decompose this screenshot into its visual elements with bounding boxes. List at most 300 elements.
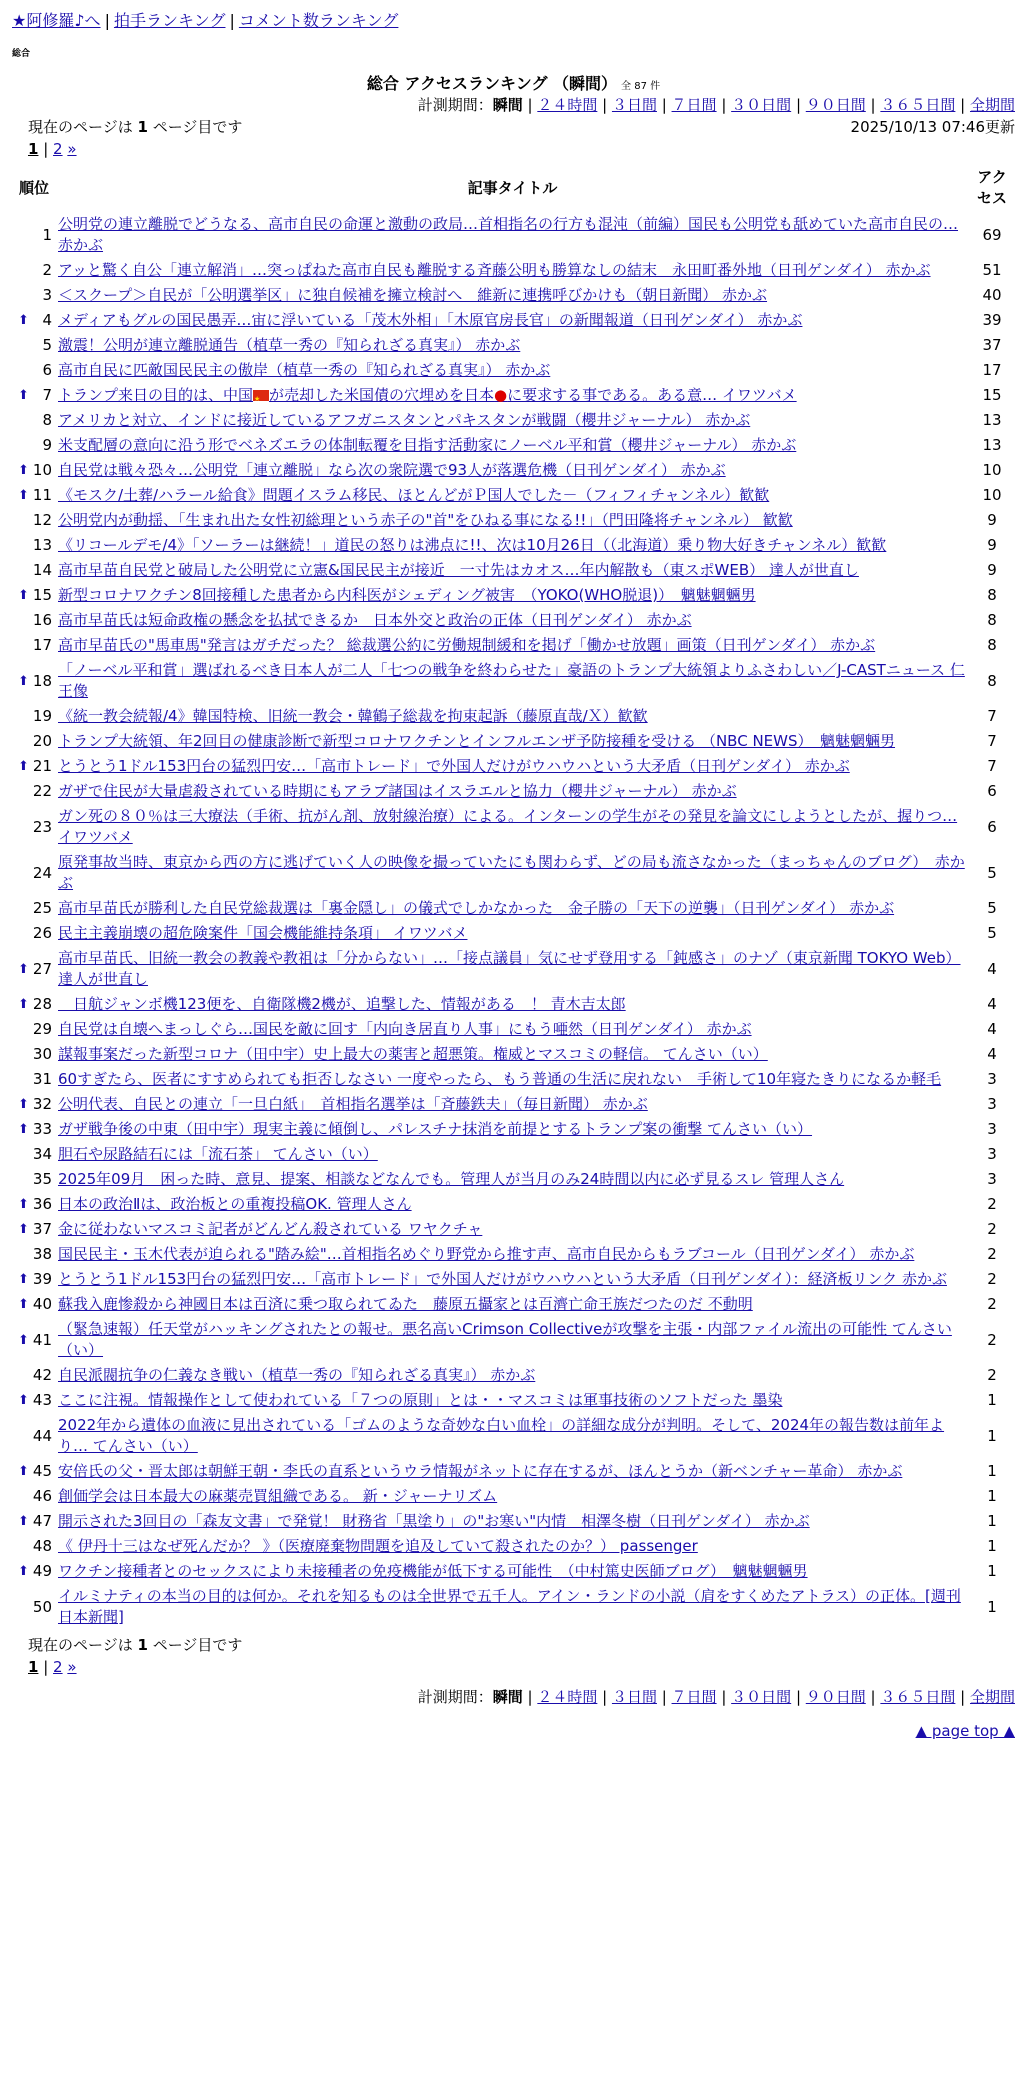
period-option-6[interactable]: 全期間 bbox=[969, 96, 1015, 114]
access-count: 8 bbox=[987, 636, 997, 654]
title-cell bbox=[56, 583, 969, 608]
rank-number: 15 bbox=[32, 586, 52, 604]
period-option-1[interactable]: ３日間 bbox=[611, 1688, 657, 1706]
rank-cell bbox=[12, 779, 56, 804]
access-count: 7 bbox=[987, 707, 997, 725]
rank-number: 32 bbox=[32, 1095, 52, 1113]
rank-up-arrow-icon: ⬆ bbox=[18, 997, 29, 1012]
rank-number: 7 bbox=[42, 386, 52, 404]
period-option-6[interactable]: 全期間 bbox=[969, 1688, 1015, 1706]
title-cell bbox=[56, 1584, 969, 1630]
access-count: 5 bbox=[987, 899, 997, 917]
access-count: 2 bbox=[987, 1220, 997, 1238]
access-count: 3 bbox=[987, 1145, 997, 1163]
article-link[interactable]: 高市早苗自民党と破局した公明党に立憲&国民民主が接近 一寸先はカオス…年内解散も（東スポWEB） 達人が世直し bbox=[58, 561, 859, 579]
access-count: 3 bbox=[987, 1070, 997, 1088]
access-count: 9 bbox=[987, 536, 997, 554]
ranking-table bbox=[12, 162, 1015, 1630]
rank-number: 10 bbox=[32, 461, 52, 479]
title-header: 記事タイトル bbox=[467, 178, 558, 197]
rank-cell bbox=[12, 1584, 56, 1630]
title-cell bbox=[56, 1267, 969, 1292]
rank-number: 14 bbox=[32, 561, 52, 579]
access-count: 1 bbox=[987, 1537, 997, 1555]
access-count: 8 bbox=[987, 586, 997, 604]
table-row bbox=[12, 1413, 1015, 1459]
title-cell bbox=[56, 1484, 969, 1509]
title-cell bbox=[56, 1217, 969, 1242]
table-row bbox=[12, 1167, 1015, 1192]
rank-cell bbox=[12, 704, 56, 729]
rank-number: 18 bbox=[32, 671, 52, 690]
rank-number: 34 bbox=[32, 1145, 52, 1163]
article-link[interactable]: 胆石や尿路結石には「流石茶」 てんさい（い） bbox=[58, 1145, 378, 1163]
table-row bbox=[12, 754, 1015, 779]
title-cell bbox=[56, 658, 969, 704]
access-count: 6 bbox=[987, 782, 997, 800]
rank-up-arrow-icon: ⬆ bbox=[18, 1097, 29, 1112]
article-link[interactable]: 高市早苗氏の"馬車馬"発言はガチだった？ 総裁選公約に労働規制緩和を掲げ「働かせ放題」画策（日刊ゲンダイ） 赤かぶ bbox=[58, 636, 876, 654]
title-cell bbox=[56, 558, 969, 583]
rank-cell bbox=[12, 1317, 56, 1363]
rank-cell bbox=[12, 1559, 56, 1584]
rank-number: 39 bbox=[32, 1270, 52, 1288]
rank-cell bbox=[12, 729, 56, 754]
article-link[interactable]: 《リコールデモ/4》「ソーラーは継続！」道民の怒りは沸点に!!、次は10月26日（（北海道）乗り物大好きチャンネル）歓歓 bbox=[58, 536, 887, 554]
article-link[interactable]: とうとう1ドル153円台の猛烈円安…「高市トレード」で外国人だけがウハウハという大矛盾（日刊ゲンダイ）：経済板リンク 赤かぶ bbox=[58, 1270, 947, 1288]
article-link[interactable]: ガザで住民が大量虐殺されている時期にもアラブ諸国はイスラエルと協力（櫻井ジャーナル） 赤かぶ bbox=[58, 782, 737, 800]
table-row bbox=[12, 212, 1015, 258]
access-count: 3 bbox=[987, 1170, 997, 1188]
rank-cell bbox=[12, 1192, 56, 1217]
article-link[interactable]: 謀報事案だった新型コロナ（田中宇）史上最大の薬害と超悪策。権威とマスコミの軽信。 てんさい（い） bbox=[58, 1045, 768, 1063]
title-cell bbox=[56, 1363, 969, 1388]
pager-page-2[interactable]: 2 bbox=[53, 1658, 63, 1676]
rank-number: 33 bbox=[32, 1120, 52, 1138]
title-cell bbox=[56, 1459, 969, 1484]
rank-cell bbox=[12, 850, 56, 896]
table-row bbox=[12, 433, 1015, 458]
separator: | bbox=[229, 11, 235, 30]
table-row bbox=[12, 333, 1015, 358]
rank-number: 35 bbox=[32, 1170, 52, 1188]
rank-up-arrow-icon: ⬆ bbox=[18, 1464, 29, 1479]
rank-up-arrow-icon: ⬆ bbox=[18, 463, 29, 478]
rank-cell bbox=[12, 1484, 56, 1509]
rank-cell bbox=[12, 1067, 56, 1092]
title-cell bbox=[56, 946, 969, 992]
rank-number: 26 bbox=[32, 924, 52, 942]
period-option-0[interactable]: ２４時間 bbox=[537, 1688, 598, 1706]
access-count: 3 bbox=[987, 1095, 997, 1113]
table-row bbox=[12, 283, 1015, 308]
period-label: 計測期間： bbox=[417, 96, 493, 114]
period-option-3[interactable]: ３０日間 bbox=[731, 96, 792, 114]
article-link[interactable]: 高市早苗氏が勝利した自民党総裁選は「裏金隠し」の儀式でしかなかった 金子勝の「天下の逆襲」（日刊ゲンダイ） 赤かぶ bbox=[58, 899, 895, 917]
title-cell bbox=[56, 1117, 969, 1142]
title-cell bbox=[56, 633, 969, 658]
table-row bbox=[12, 1292, 1015, 1317]
title-cell bbox=[56, 1317, 969, 1363]
article-link[interactable]: アメリカと対立、インドに接近しているアフガニスタンとパキスタンが戦闘（櫻井ジャーナル） 赤かぶ bbox=[58, 411, 751, 429]
table-row bbox=[12, 1459, 1015, 1484]
rank-cell bbox=[12, 992, 56, 1017]
article-link[interactable]: 日本の政治Ⅱは、政治板との重複投稿OK. 管理人さん bbox=[58, 1195, 412, 1213]
rank-cell bbox=[12, 1242, 56, 1267]
table-row bbox=[12, 1192, 1015, 1217]
article-link[interactable]: 自民党は戦々恐々…公明党「連立離脱」なら次の衆院選で93人が落選危機（日刊ゲンダイ） 赤かぶ bbox=[58, 461, 726, 479]
article-link[interactable]: 2022年から遺体の血液に見出されている「ゴムのような奇妙な白い血栓」の詳細な成分が判明。そして、2024年の報告数は前年より… てんさい（い） bbox=[58, 1416, 945, 1455]
title-cell bbox=[56, 333, 969, 358]
table-row bbox=[12, 1584, 1015, 1630]
rank-cell bbox=[12, 433, 56, 458]
table-row bbox=[12, 458, 1015, 483]
access-count: 2 bbox=[987, 1330, 997, 1349]
rank-number: 42 bbox=[32, 1366, 52, 1384]
table-row bbox=[12, 850, 1015, 896]
article-link[interactable]: 国民民主・玉木代表が迫られる"踏み絵"…首相指名めぐり野党から推す声、高市自民からもラブコール（日刊ゲンダイ） 赤かぶ bbox=[58, 1245, 915, 1263]
table-row bbox=[12, 1042, 1015, 1067]
article-link[interactable]: 開示された3回目の「森友文書」で発覚！ 財務省「黒塗り」の"お寒い"内情 相澤冬樹（日刊ゲンダイ） 赤かぶ bbox=[58, 1512, 810, 1530]
article-link[interactable]: （緊急速報）任天堂がハッキングされたとの報せ。悪名高いCrimson Collectiveが攻撃を主張・内部ファイル流出の可能性 てんさい（い） bbox=[58, 1320, 952, 1359]
title-cell bbox=[56, 1017, 969, 1042]
period-current: 瞬間 bbox=[492, 1688, 523, 1706]
rank-cell bbox=[12, 308, 56, 333]
table-header-row bbox=[12, 162, 1015, 212]
table-row bbox=[12, 729, 1015, 754]
total-count: 全 87 件 bbox=[621, 81, 661, 92]
rank-number: 48 bbox=[32, 1537, 52, 1555]
access-count: 4 bbox=[987, 959, 997, 978]
rank-up-arrow-icon: ⬆ bbox=[18, 1222, 29, 1237]
rank-number: 24 bbox=[32, 863, 52, 882]
period-option-5[interactable]: ３６５日間 bbox=[880, 96, 956, 114]
access-count: 2 bbox=[987, 1195, 997, 1213]
table-row bbox=[12, 633, 1015, 658]
article-link[interactable]: トランプ大統領、年2回目の健康診断で新型コロナワクチンとインフルエンザ予防接種を受ける （NBC NEWS） 魑魅魍魎男 bbox=[58, 732, 896, 750]
article-link[interactable]: 《 伊丹十三はなぜ死んだか？ 》（医療廃棄物問題を追及していて殺されたのか？） passenger bbox=[58, 1537, 698, 1555]
access-count: 4 bbox=[987, 1020, 997, 1038]
title-cell bbox=[56, 283, 969, 308]
rank-up-arrow-icon: ⬆ bbox=[18, 961, 29, 977]
article-link[interactable]: 米支配層の意向に沿う形でベネズエラの体制転覆を目指す活動家にノーベル平和賞（櫻井ジャーナル） 赤かぶ bbox=[58, 436, 797, 454]
pager-next[interactable]: » bbox=[67, 140, 77, 158]
title-cell bbox=[56, 779, 969, 804]
rank-cell bbox=[12, 458, 56, 483]
pager-current: 1 bbox=[28, 1658, 39, 1676]
pager-page-2[interactable]: 2 bbox=[53, 140, 63, 158]
top-links bbox=[12, 8, 1015, 34]
title-cell bbox=[56, 408, 969, 433]
updated-time: 2025/10/13 07:46更新 bbox=[850, 118, 1015, 136]
rank-up-arrow-icon: ⬆ bbox=[18, 1272, 29, 1287]
article-link[interactable]: 「ノーベル平和賞」選ばれるべき日本人が二人「七つの戦争を終わらせた」豪語のトランプ大統領よりふさわしい／J-CASTニュース 仁王像 bbox=[58, 661, 965, 700]
table-row bbox=[12, 408, 1015, 433]
title-cell bbox=[56, 1534, 969, 1559]
access-count: 10 bbox=[982, 486, 1002, 504]
access-count: 40 bbox=[982, 286, 1002, 304]
applause-ranking-link[interactable]: 拍手ランキング bbox=[113, 11, 226, 30]
rank-number: 36 bbox=[32, 1195, 52, 1213]
china-flag-icon bbox=[253, 390, 269, 401]
rank-number: 16 bbox=[32, 611, 52, 629]
table-row bbox=[12, 308, 1015, 333]
title-cell bbox=[56, 258, 969, 283]
title-cell bbox=[56, 212, 969, 258]
access-count: 13 bbox=[982, 436, 1002, 454]
title-cell bbox=[56, 533, 969, 558]
rank-up-arrow-icon: ⬆ bbox=[18, 673, 29, 689]
pager: 1 | 2 » bbox=[28, 140, 77, 158]
period-option-0[interactable]: ２４時間 bbox=[537, 96, 598, 114]
access-count: 51 bbox=[982, 261, 1002, 279]
article-link[interactable]: 60すぎたら、医者にすすめられても拒否しなさい 一度やったら、もう普通の生活に戻れない 手術して10年寝たきりになるか軽毛 bbox=[58, 1070, 942, 1088]
home-link[interactable]: ★阿修羅♪へ bbox=[12, 11, 101, 30]
rank-number: 50 bbox=[32, 1597, 52, 1616]
title-cell bbox=[56, 483, 969, 508]
rank-number: 19 bbox=[32, 707, 52, 725]
article-link[interactable]: 新型コロナワクチン8回接種した患者から内科医がシェディング被害 （YOKO(WHO脱退)） 魑魅魍魎男 bbox=[58, 586, 756, 604]
rank-cell bbox=[12, 633, 56, 658]
article-link[interactable]: メディアもグルの国民愚弄…宙に浮いている「茂木外相」「木原官房長官」の新聞報道（日刊ゲンダイ） 赤かぶ bbox=[58, 311, 803, 329]
table-row bbox=[12, 804, 1015, 850]
access-count: 1 bbox=[987, 1391, 997, 1409]
access-count: 9 bbox=[987, 511, 997, 529]
access-count: 1 bbox=[987, 1426, 997, 1445]
title-cell bbox=[56, 729, 969, 754]
page-title-row bbox=[12, 71, 1015, 94]
rank-cell bbox=[12, 1534, 56, 1559]
rank-number: 29 bbox=[32, 1020, 52, 1038]
title-cell bbox=[56, 1388, 969, 1413]
rank-up-arrow-icon: ⬆ bbox=[18, 1332, 29, 1348]
access-count: 69 bbox=[982, 225, 1002, 244]
article-link[interactable]: イルミナティの本当の目的は何か。それを知るものは全世界で五千人。アイン・ランドの小説（肩をすくめたアトラス）の正体。[週刊日本新聞] bbox=[58, 1587, 961, 1626]
article-link[interactable]: 高市自民に匹敵国民民主の傲岸（植草一秀の『知られざる真実』） 赤かぶ bbox=[58, 361, 551, 379]
rank-cell bbox=[12, 754, 56, 779]
rank-number: 4 bbox=[42, 311, 52, 329]
access-count: 1 bbox=[987, 1597, 997, 1616]
rank-cell bbox=[12, 1459, 56, 1484]
page-title: 総合 アクセスランキング （瞬間） bbox=[366, 74, 618, 93]
rank-cell bbox=[12, 1363, 56, 1388]
rank-cell bbox=[12, 1117, 56, 1142]
rank-cell bbox=[12, 946, 56, 992]
table-row bbox=[12, 1092, 1015, 1117]
article-link[interactable]: ガザ戦争後の中東（田中宇）現実主義に傾倒し、パレスチナ抹消を前提とするトランプ案の衝撃 てんさい（い） bbox=[58, 1120, 813, 1138]
article-link[interactable]: 原発事故当時、東京から西の方に逃げていく人の映像を撮っていたにも関わらず、どの局も流さなかった（まっちゃんのブログ） 赤かぶ bbox=[58, 853, 965, 892]
rank-cell bbox=[12, 358, 56, 383]
rank-cell bbox=[12, 408, 56, 433]
period-option-5[interactable]: ３６５日間 bbox=[880, 1688, 956, 1706]
rank-cell bbox=[12, 658, 56, 704]
access-count: 5 bbox=[987, 924, 997, 942]
table-row bbox=[12, 779, 1015, 804]
access-count: 7 bbox=[987, 732, 997, 750]
period-option-2[interactable]: ７日間 bbox=[671, 96, 717, 114]
period-option-2[interactable]: ７日間 bbox=[671, 1688, 717, 1706]
comment-ranking-link[interactable]: コメント数ランキング bbox=[238, 11, 399, 30]
rank-cell bbox=[12, 283, 56, 308]
period-option-4[interactable]: ９０日間 bbox=[805, 96, 866, 114]
rank-number: 3 bbox=[42, 286, 52, 304]
rank-up-arrow-icon: ⬆ bbox=[18, 588, 29, 603]
article-link[interactable]: 高市早苗氏は短命政権の懸念を払拭できるか 日本外交と政治の正体（日刊ゲンダイ） 赤かぶ bbox=[58, 611, 692, 629]
section-label: 総合 bbox=[12, 49, 31, 59]
access-count: 3 bbox=[987, 1120, 997, 1138]
access-count: 15 bbox=[982, 386, 1002, 404]
rank-number: 8 bbox=[42, 411, 52, 429]
title-cell bbox=[56, 508, 969, 533]
article-link[interactable]: ＜スクープ＞自民が「公明選挙区」に独自候補を擁立検討へ 維新に連携呼びかけも（朝日新聞） 赤かぶ bbox=[58, 286, 768, 304]
article-link[interactable]: 公明代表、自民との連立「一旦白紙」 首相指名選挙は「斉藤鉄夫」（毎日新聞） 赤かぶ bbox=[58, 1095, 648, 1113]
title-cell bbox=[56, 1292, 969, 1317]
japan-flag-icon: ● bbox=[494, 386, 508, 404]
access-count: 2 bbox=[987, 1366, 997, 1384]
rank-number: 30 bbox=[32, 1045, 52, 1063]
title-cell bbox=[56, 458, 969, 483]
article-link[interactable]: 《統一教会続報/4》韓国特検、旧統一教会・韓鶴子総裁を拘束起訴（藤原直哉/Ｘ）歓歓 bbox=[58, 707, 648, 725]
rank-header: 順位 bbox=[18, 178, 49, 197]
title-cell bbox=[56, 1042, 969, 1067]
title-cell bbox=[56, 1559, 969, 1584]
table-row bbox=[12, 583, 1015, 608]
rank-number: 27 bbox=[32, 959, 52, 978]
rank-up-arrow-icon: ⬆ bbox=[18, 1393, 29, 1408]
rank-cell bbox=[12, 1509, 56, 1534]
article-link[interactable]: ここに注視。情報操作として使われている「７つの原則」とは・・マスコミは軍事技術のソフトだった 墨染 bbox=[58, 1391, 783, 1409]
rank-number: 31 bbox=[32, 1070, 52, 1088]
table-row bbox=[12, 483, 1015, 508]
rank-up-arrow-icon: ⬆ bbox=[18, 759, 29, 774]
access-count: 2 bbox=[987, 1295, 997, 1313]
article-link[interactable]: 安倍氏の父・晋太郎は朝鮮王朝・李氏の直系というウラ情報がネットに存在するが、ほんとうか（新ベンチャー革命） 赤かぶ bbox=[58, 1462, 903, 1480]
article-link[interactable]: 創価学会は日本最大の麻薬売買組織である。 新・ジャーナリズム bbox=[58, 1487, 498, 1505]
rank-cell bbox=[12, 383, 56, 408]
rank-number: 6 bbox=[42, 361, 52, 379]
article-link[interactable]: アッと驚く自公「連立解消」…突っぱねた高市自民も離脱する斉藤公明も勝算なしの結末 永田町番外地（日刊ゲンダイ） 赤かぶ bbox=[58, 261, 931, 279]
period-current: 瞬間 bbox=[492, 96, 523, 114]
access-count: 5 bbox=[987, 863, 997, 882]
rank-number: 25 bbox=[32, 899, 52, 917]
pager-next[interactable]: » bbox=[67, 1658, 77, 1676]
rank-number: 13 bbox=[32, 536, 52, 554]
table-row bbox=[12, 1017, 1015, 1042]
title-cell bbox=[56, 1509, 969, 1534]
article-link[interactable]: 日航ジャンボ機123便を、自衛隊機2機が、追撃した、情報がある ！ 青木吉太郎 bbox=[58, 995, 626, 1013]
table-row bbox=[12, 1509, 1015, 1534]
rank-number: 9 bbox=[42, 436, 52, 454]
rank-cell bbox=[12, 804, 56, 850]
access-count: 1 bbox=[987, 1487, 997, 1505]
title-cell bbox=[56, 1142, 969, 1167]
article-link[interactable]: 金に従わないマスコミ記者がどんどん殺されている ワヤクチャ bbox=[58, 1220, 483, 1238]
access-count: 7 bbox=[987, 757, 997, 775]
title-cell bbox=[56, 850, 969, 896]
article-link[interactable]: ガン死の８０％は三大療法（手術、抗がん剤、放射線治療）による。インターンの学生がその発見を論文にしようとしたが、握りつ… イワツバメ bbox=[58, 807, 958, 846]
rank-up-arrow-icon: ⬆ bbox=[18, 1297, 29, 1312]
table-row bbox=[12, 1363, 1015, 1388]
rank-number: 5 bbox=[42, 336, 52, 354]
table-row bbox=[12, 1267, 1015, 1292]
rank-number: 28 bbox=[32, 995, 52, 1013]
article-link[interactable]: 自民派閥抗争の仁義なき戦い（植草一秀の『知られざる真実』） 赤かぶ bbox=[58, 1366, 536, 1384]
article-link[interactable]: トランプ来日の目的は、中国★ が売却した米国債の穴埋めを日本●に要求する事である。ある意… イワツバメ bbox=[58, 386, 797, 404]
title-cell bbox=[56, 608, 969, 633]
title-cell bbox=[56, 1067, 969, 1092]
table-row bbox=[12, 921, 1015, 946]
rank-number: 1 bbox=[42, 225, 52, 244]
table-row bbox=[12, 383, 1015, 408]
rank-cell bbox=[12, 212, 56, 258]
access-count: 39 bbox=[982, 311, 1002, 329]
title-cell bbox=[56, 704, 969, 729]
table-row bbox=[12, 992, 1015, 1017]
rank-number: 38 bbox=[32, 1245, 52, 1263]
title-cell bbox=[56, 921, 969, 946]
title-cell bbox=[56, 358, 969, 383]
article-link[interactable]: ワクチン接種者とのセックスにより未接種者の免疫機能が低下する可能性 （中村篤史医師ブログ） 魑魅魍魎男 bbox=[58, 1562, 808, 1580]
period-option-3[interactable]: ３０日間 bbox=[731, 1688, 792, 1706]
table-row bbox=[12, 1242, 1015, 1267]
rank-cell bbox=[12, 1042, 56, 1067]
article-link[interactable]: 蘇我入鹿惨殺から神國日本は百済に乗つ取られてゐた 藤原五攝家とは百濟亡命王族だつたのだ 不動明 bbox=[58, 1295, 753, 1313]
access-count: 9 bbox=[987, 561, 997, 579]
table-row bbox=[12, 533, 1015, 558]
article-link[interactable]: 公明党内が動揺、「生まれ出た女性初総理という赤子の"首"をひねる事になる!!」（門田隆将チャンネル） 歓歓 bbox=[58, 511, 793, 529]
rank-cell bbox=[12, 1388, 56, 1413]
rank-up-arrow-icon: ⬆ bbox=[18, 388, 29, 403]
access-count: 2 bbox=[987, 1245, 997, 1263]
article-link[interactable]: とうとう1ドル153円台の猛烈円安…「高市トレード」で外国人だけがウハウハという大矛盾（日刊ゲンダイ） 赤かぶ bbox=[58, 757, 850, 775]
rank-number: 21 bbox=[32, 757, 52, 775]
page-info: 現在のページは 1 ページ目です bbox=[28, 118, 243, 136]
access-count: 13 bbox=[982, 411, 1002, 429]
rank-cell bbox=[12, 483, 56, 508]
access-count: 4 bbox=[987, 995, 997, 1013]
title-cell bbox=[56, 804, 969, 850]
period-label: 計測期間： bbox=[417, 1688, 493, 1706]
period-option-4[interactable]: ９０日間 bbox=[805, 1688, 866, 1706]
period-selector-bottom: 計測期間：瞬間 | ２４時間 | ３日間 | ７日間 | ３０日間 | ９０日間 | ３６５日間 | 全期間 bbox=[417, 1688, 1015, 1706]
rank-up-arrow-icon: ⬆ bbox=[18, 488, 29, 503]
title-cell bbox=[56, 992, 969, 1017]
rank-number: 40 bbox=[32, 1295, 52, 1313]
pager-bottom: 1 | 2 » bbox=[28, 1658, 77, 1676]
article-link[interactable]: 高市早苗氏、旧統一教会の教義や教祖は「分からない」…「接点議員」気にせず登用する「鈍感さ」のナゾ（東京新聞 TOKYO Web） 達人が世直し bbox=[58, 949, 961, 988]
table-row bbox=[12, 1559, 1015, 1584]
article-link[interactable]: 2025年09月 困った時、意見、提案、相談などなんでも。管理人が当月のみ24時間以内に必ず見るスレ 管理人さん bbox=[58, 1170, 845, 1188]
period-option-1[interactable]: ３日間 bbox=[611, 96, 657, 114]
separator: | bbox=[104, 11, 110, 30]
rank-cell bbox=[12, 508, 56, 533]
rank-cell bbox=[12, 1017, 56, 1042]
article-link[interactable]: 激震！公明が連立離脱通告（植草一秀の『知られざる真実』） 赤かぶ bbox=[58, 336, 521, 354]
rank-number: 20 bbox=[32, 732, 52, 750]
article-link[interactable]: 民主主義崩壊の超危険案件「国会機能維持条項」 イワツバメ bbox=[58, 924, 468, 942]
rank-cell bbox=[12, 1217, 56, 1242]
article-link[interactable]: 自民党は自壊へまっしぐら…国民を敵に回す「内向き居直り人事」にもう唖然（日刊ゲンダイ） 赤かぶ bbox=[58, 1020, 752, 1038]
access-header: アクセス bbox=[976, 168, 1007, 207]
article-link[interactable]: 《モスク/土葬/ハラール給食》問題イスラム移民、ほとんどがＰ国人でした－（フィフィチャンネル）歓歓 bbox=[58, 486, 770, 504]
page-top-link[interactable]: ▲ page top ▲ bbox=[915, 1722, 1015, 1740]
article-link[interactable]: 公明党の連立離脱でどうなる、高市自民の命運と激動の政局…首相指名の行方も混沌（前編）国民も公明党も舐めていた高市自民の… 赤かぶ bbox=[58, 215, 959, 254]
table-row bbox=[12, 258, 1015, 283]
table-row bbox=[12, 1317, 1015, 1363]
table-row bbox=[12, 1117, 1015, 1142]
access-count: 1 bbox=[987, 1462, 997, 1480]
title-cell bbox=[56, 308, 969, 333]
